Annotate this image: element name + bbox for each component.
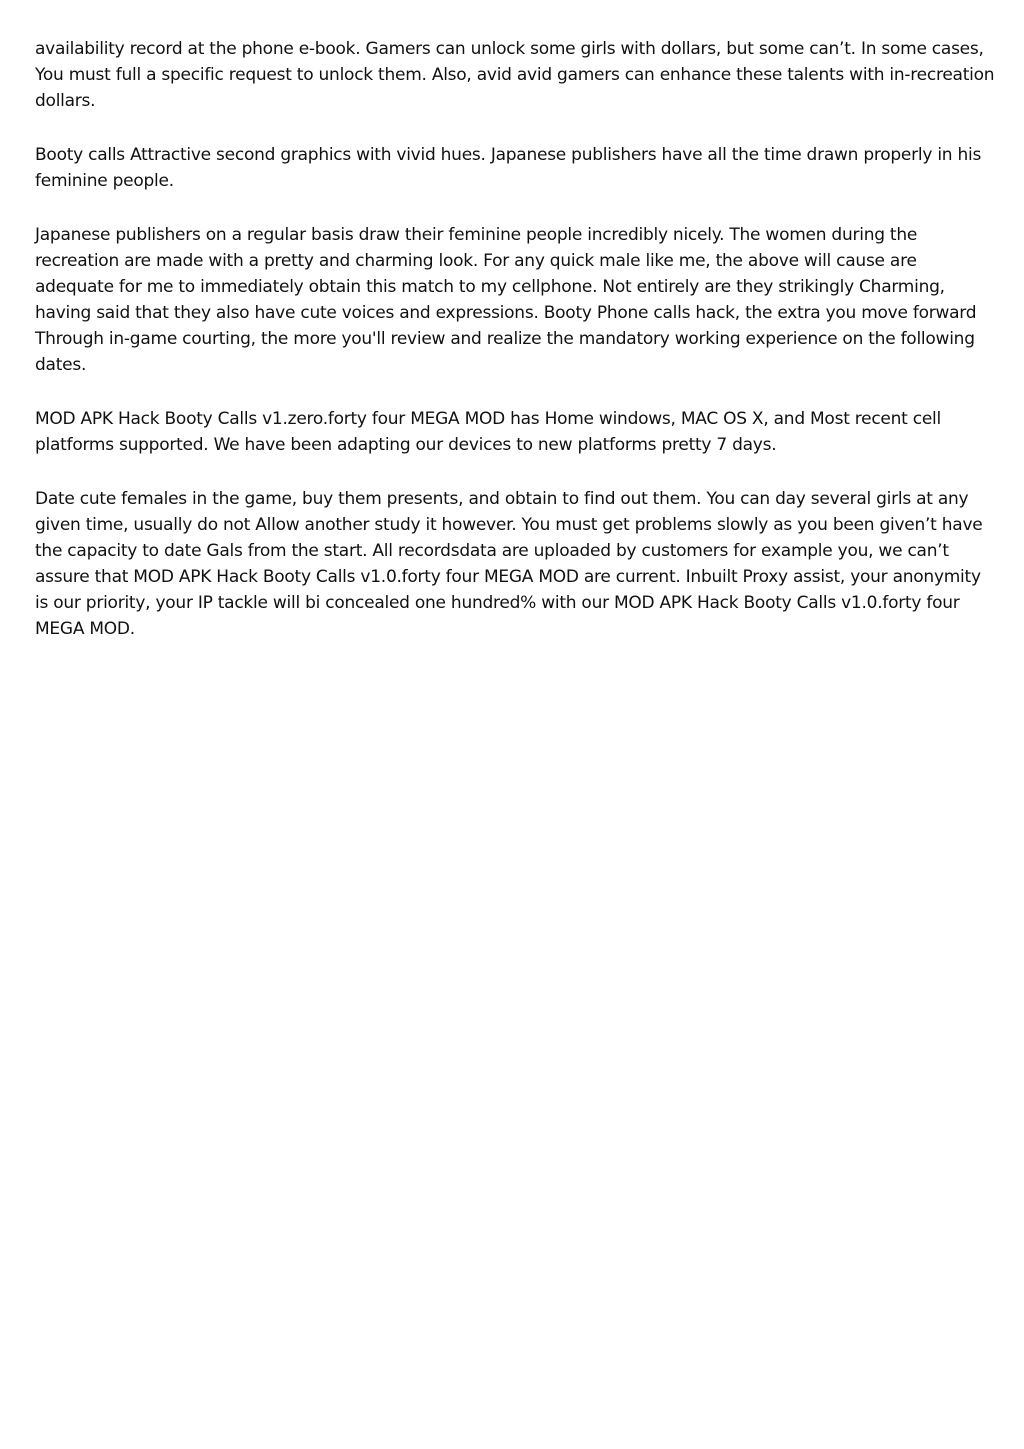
paragraph-3: Japanese publishers on a regular basis draw their feminine people incredibly nicely. The women during the recreation are made with a pretty and charming look. For any quick male like me, the above will cause are adequate for me to immediately obtain this match to my cellphone. Not entirely are they strikingly Charming, having said that they also have cute voices and expressions. Booty Phone calls hack, the extra you move forward Through in-game courting, the more you'll review and realize the mandatory working experience on the following dates. — [35, 225, 977, 375]
paragraph-4: MOD APK Hack Booty Calls v1.zero.forty four MEGA MOD has Home windows, MAC OS X, and Most recent cell platforms supported. We have been adapting our devices to new platforms pretty 7 days. — [35, 409, 941, 455]
paragraph-5: Date cute females in the game, buy them presents, and obtain to find out them. You can day several girls at any given time, usually do not Allow another study it however. You must get problems slowly as you been given’t have the capacity to date Gals from the start. All recordsdata are uploaded by customers for example you, we can’t assure that MOD APK Hack Booty Calls v1.0.forty four MEGA MOD are current. Inbuilt Proxy assist, your anonymity is our priority, your IP tackle will bi concealed one hundred% with our MOD APK Hack Booty Calls v1.0.forty four MEGA MOD. — [35, 489, 983, 639]
document-body — [35, 36, 995, 670]
paragraph-1: availability record at the phone e-book. Gamers can unlock some girls with dollars, but some can’t. In some cases, You must full a specific request to unlock them. Also, avid avid gamers can enhance these talents with in-recreation dollars. — [35, 39, 995, 111]
paragraph-2: Booty calls Attractive second graphics with vivid hues. Japanese publishers have all the time drawn properly in his feminine people. — [35, 145, 982, 191]
